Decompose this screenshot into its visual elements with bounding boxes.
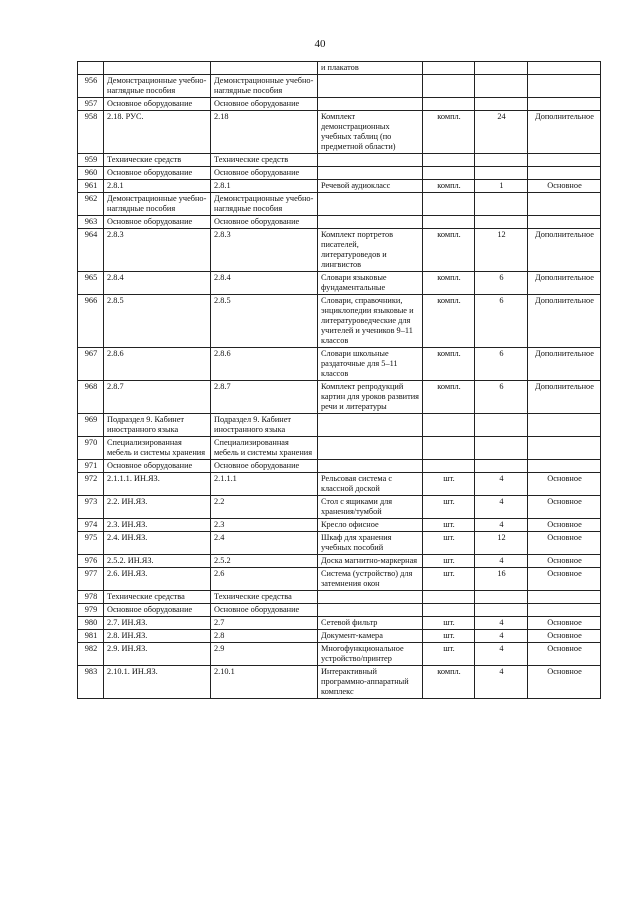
row-number-cell: 959 <box>78 154 104 167</box>
row-number-cell: 960 <box>78 167 104 180</box>
unit-cell <box>423 193 475 216</box>
row-number-cell: 962 <box>78 193 104 216</box>
table-row <box>78 591 601 604</box>
unit-cell: шт. <box>423 519 475 532</box>
reference-cell: 2.3 <box>211 519 318 532</box>
row-number-cell: 975 <box>78 532 104 555</box>
reference-cell: 2.8.1 <box>211 180 318 193</box>
row-number-cell: 963 <box>78 216 104 229</box>
reference-cell: Специализированная мебель и системы хранения <box>211 437 318 460</box>
item-name-cell <box>318 193 423 216</box>
row-number-cell: 969 <box>78 414 104 437</box>
unit-cell: компл. <box>423 272 475 295</box>
quantity-cell: 6 <box>475 272 528 295</box>
code-cell: Подраздел 9. Кабинет иностранного языка <box>104 414 211 437</box>
table-row <box>78 643 601 666</box>
table-row <box>78 555 601 568</box>
quantity-cell: 1 <box>475 180 528 193</box>
reference-cell <box>211 62 318 75</box>
quantity-cell: 4 <box>475 617 528 630</box>
row-number-cell: 972 <box>78 473 104 496</box>
table-row <box>78 229 601 272</box>
equipment-type-cell <box>528 414 601 437</box>
equipment-type-cell <box>528 75 601 98</box>
unit-cell <box>423 167 475 180</box>
row-number-cell: 982 <box>78 643 104 666</box>
quantity-cell <box>475 414 528 437</box>
quantity-cell <box>475 75 528 98</box>
equipment-type-cell: Дополнительное <box>528 295 601 348</box>
quantity-cell: 16 <box>475 568 528 591</box>
item-name-cell: Комплект репродукций картин для уроков развития речи и литературы <box>318 381 423 414</box>
row-number-cell: 961 <box>78 180 104 193</box>
reference-cell: Технические средства <box>211 591 318 604</box>
table-row <box>78 62 601 75</box>
page-number: 40 <box>314 38 326 50</box>
equipment-type-cell: Дополнительное <box>528 111 601 154</box>
item-name-cell: Кресло офисное <box>318 519 423 532</box>
code-cell: 2.8.6 <box>104 348 211 381</box>
unit-cell: шт. <box>423 473 475 496</box>
equipment-type-cell: Основное <box>528 630 601 643</box>
quantity-cell: 4 <box>475 666 528 699</box>
quantity-cell: 4 <box>475 555 528 568</box>
unit-cell: компл. <box>423 180 475 193</box>
quantity-cell: 12 <box>475 532 528 555</box>
equipment-type-cell: Основное <box>528 519 601 532</box>
equipment-type-cell: Основное <box>528 555 601 568</box>
equipment-type-cell: Дополнительное <box>528 348 601 381</box>
equipment-type-cell: Основное <box>528 473 601 496</box>
item-name-cell <box>318 167 423 180</box>
item-name-cell: Система (устройство) для затемнения окон <box>318 568 423 591</box>
unit-cell: шт. <box>423 643 475 666</box>
quantity-cell: 6 <box>475 381 528 414</box>
reference-cell: 2.8.7 <box>211 381 318 414</box>
code-cell: Основное оборудование <box>104 604 211 617</box>
item-name-cell: Словари, справочники, энциклопедии языковые и литературоведческие для учителей и учеников 9–11 классов <box>318 295 423 348</box>
row-number-cell: 957 <box>78 98 104 111</box>
reference-cell: 2.8.3 <box>211 229 318 272</box>
item-name-cell: Шкаф для хранения учебных пособий <box>318 532 423 555</box>
code-cell: Основное оборудование <box>104 98 211 111</box>
quantity-cell: 4 <box>475 630 528 643</box>
item-name-cell: Словари школьные раздаточные для 5–11 классов <box>318 348 423 381</box>
quantity-cell: 24 <box>475 111 528 154</box>
unit-cell: компл. <box>423 229 475 272</box>
unit-cell: шт. <box>423 496 475 519</box>
code-cell: 2.2. ИН.ЯЗ. <box>104 496 211 519</box>
code-cell: 2.7. ИН.ЯЗ. <box>104 617 211 630</box>
quantity-cell <box>475 62 528 75</box>
quantity-cell: 6 <box>475 348 528 381</box>
unit-cell <box>423 604 475 617</box>
row-number-cell: 979 <box>78 604 104 617</box>
reference-cell: 2.9 <box>211 643 318 666</box>
reference-cell: 2.8.6 <box>211 348 318 381</box>
table-row <box>78 414 601 437</box>
equipment-type-cell: Основное <box>528 617 601 630</box>
unit-cell <box>423 216 475 229</box>
equipment-type-cell <box>528 98 601 111</box>
equipment-type-cell <box>528 216 601 229</box>
code-cell: Основное оборудование <box>104 216 211 229</box>
unit-cell: шт. <box>423 532 475 555</box>
row-number-cell: 974 <box>78 519 104 532</box>
quantity-cell: 12 <box>475 229 528 272</box>
reference-cell: 2.8 <box>211 630 318 643</box>
item-name-cell: Многофункциональное устройство/принтер <box>318 643 423 666</box>
row-number-cell: 966 <box>78 295 104 348</box>
code-cell: Специализированная мебель и системы хранения <box>104 437 211 460</box>
item-name-cell <box>318 98 423 111</box>
table-row <box>78 348 601 381</box>
reference-cell: 2.7 <box>211 617 318 630</box>
code-cell: Основное оборудование <box>104 167 211 180</box>
equipment-table <box>77 61 601 699</box>
unit-cell <box>423 154 475 167</box>
code-cell: Технические средства <box>104 591 211 604</box>
reference-cell: 2.5.2 <box>211 555 318 568</box>
reference-cell: Подраздел 9. Кабинет иностранного языка <box>211 414 318 437</box>
reference-cell: 2.8.4 <box>211 272 318 295</box>
table-row <box>78 568 601 591</box>
equipment-type-cell <box>528 437 601 460</box>
unit-cell <box>423 414 475 437</box>
reference-cell: 2.10.1 <box>211 666 318 699</box>
item-name-cell <box>318 437 423 460</box>
code-cell <box>104 62 211 75</box>
table-row <box>78 154 601 167</box>
code-cell: 2.10.1. ИН.ЯЗ. <box>104 666 211 699</box>
reference-cell: Основное оборудование <box>211 167 318 180</box>
unit-cell: компл. <box>423 295 475 348</box>
table-row <box>78 272 601 295</box>
reference-cell: 2.2 <box>211 496 318 519</box>
table-row <box>78 111 601 154</box>
reference-cell: 2.6 <box>211 568 318 591</box>
table-row <box>78 216 601 229</box>
table-row <box>78 519 601 532</box>
table-row <box>78 496 601 519</box>
row-number-cell: 980 <box>78 617 104 630</box>
row-number-cell: 981 <box>78 630 104 643</box>
row-number-cell: 971 <box>78 460 104 473</box>
code-cell: Основное оборудование <box>104 460 211 473</box>
table-row <box>78 180 601 193</box>
item-name-cell <box>318 591 423 604</box>
quantity-cell: 4 <box>475 643 528 666</box>
code-cell: 2.9. ИН.ЯЗ. <box>104 643 211 666</box>
table-row <box>78 604 601 617</box>
item-name-cell <box>318 75 423 98</box>
table-row <box>78 437 601 460</box>
equipment-type-cell <box>528 604 601 617</box>
reference-cell: 2.18 <box>211 111 318 154</box>
code-cell: 2.8.7 <box>104 381 211 414</box>
quantity-cell <box>475 591 528 604</box>
unit-cell <box>423 437 475 460</box>
code-cell: 2.1.1.1. ИН.ЯЗ. <box>104 473 211 496</box>
row-number-cell: 976 <box>78 555 104 568</box>
code-cell: 2.6. ИН.ЯЗ. <box>104 568 211 591</box>
quantity-cell <box>475 98 528 111</box>
table-row <box>78 617 601 630</box>
code-cell: 2.3. ИН.ЯЗ. <box>104 519 211 532</box>
reference-cell: Основное оборудование <box>211 216 318 229</box>
equipment-type-cell: Основное <box>528 496 601 519</box>
table-row <box>78 75 601 98</box>
item-name-cell <box>318 414 423 437</box>
code-cell: Демонстрационные учебно-наглядные пособия <box>104 75 211 98</box>
unit-cell <box>423 75 475 98</box>
unit-cell <box>423 460 475 473</box>
item-name-cell: Интерактивный программно-аппаратный комплекс <box>318 666 423 699</box>
item-name-cell <box>318 216 423 229</box>
item-name-cell: Речевой аудиокласс <box>318 180 423 193</box>
unit-cell <box>423 98 475 111</box>
quantity-cell: 4 <box>475 473 528 496</box>
table-row <box>78 295 601 348</box>
quantity-cell: 4 <box>475 519 528 532</box>
reference-cell: 2.1.1.1 <box>211 473 318 496</box>
table-row <box>78 473 601 496</box>
row-number-cell: 970 <box>78 437 104 460</box>
row-number-cell: 964 <box>78 229 104 272</box>
equipment-type-cell <box>528 591 601 604</box>
code-cell: 2.8.1 <box>104 180 211 193</box>
item-name-cell <box>318 460 423 473</box>
row-number-cell: 956 <box>78 75 104 98</box>
item-name-cell: Стол с ящиками для хранения/тумбой <box>318 496 423 519</box>
table-row <box>78 460 601 473</box>
code-cell: Технические средств <box>104 154 211 167</box>
equipment-type-cell: Дополнительное <box>528 381 601 414</box>
row-number-cell <box>78 62 104 75</box>
reference-cell: Основное оборудование <box>211 460 318 473</box>
item-name-cell <box>318 154 423 167</box>
reference-cell: Технические средств <box>211 154 318 167</box>
table-row <box>78 381 601 414</box>
quantity-cell: 6 <box>475 295 528 348</box>
row-number-cell: 978 <box>78 591 104 604</box>
row-number-cell: 967 <box>78 348 104 381</box>
quantity-cell <box>475 437 528 460</box>
unit-cell <box>423 62 475 75</box>
row-number-cell: 968 <box>78 381 104 414</box>
equipment-type-cell: Основное <box>528 666 601 699</box>
item-name-cell: Документ-камера <box>318 630 423 643</box>
item-name-cell: Словари языковые фундаментальные <box>318 272 423 295</box>
equipment-type-cell <box>528 154 601 167</box>
reference-cell: Демонстрационные учебно-наглядные пособия <box>211 193 318 216</box>
unit-cell: компл. <box>423 666 475 699</box>
quantity-cell: 4 <box>475 496 528 519</box>
code-cell: 2.18. РУС. <box>104 111 211 154</box>
item-name-cell: Рельсовая система с классной доской <box>318 473 423 496</box>
equipment-type-cell <box>528 193 601 216</box>
item-name-cell: Доска магнитно-маркерная <box>318 555 423 568</box>
code-cell: 2.8.4 <box>104 272 211 295</box>
row-number-cell: 973 <box>78 496 104 519</box>
equipment-type-cell: Дополнительное <box>528 229 601 272</box>
code-cell: 2.8.3 <box>104 229 211 272</box>
reference-cell: 2.4 <box>211 532 318 555</box>
item-name-cell: Сетевой фильтр <box>318 617 423 630</box>
equipment-type-cell: Основное <box>528 643 601 666</box>
item-name-cell: Комплект демонстрационных учебных таблиц (по предметной области) <box>318 111 423 154</box>
unit-cell: шт. <box>423 568 475 591</box>
unit-cell: шт. <box>423 555 475 568</box>
quantity-cell <box>475 460 528 473</box>
equipment-type-cell <box>528 62 601 75</box>
table-row <box>78 666 601 699</box>
code-cell: 2.8. ИН.ЯЗ. <box>104 630 211 643</box>
equipment-type-cell: Основное <box>528 532 601 555</box>
unit-cell: шт. <box>423 617 475 630</box>
unit-cell: шт. <box>423 630 475 643</box>
table-row <box>78 98 601 111</box>
item-name-cell: Комплект портретов писателей, литературоведов и лингвистов <box>318 229 423 272</box>
table-row <box>78 630 601 643</box>
item-name-cell: и плакатов <box>318 62 423 75</box>
unit-cell: компл. <box>423 348 475 381</box>
reference-cell: Основное оборудование <box>211 98 318 111</box>
reference-cell: Демонстрационные учебно-наглядные пособия <box>211 75 318 98</box>
quantity-cell <box>475 167 528 180</box>
equipment-type-cell: Основное <box>528 568 601 591</box>
table-body <box>78 62 601 699</box>
reference-cell: 2.8.5 <box>211 295 318 348</box>
row-number-cell: 983 <box>78 666 104 699</box>
quantity-cell <box>475 216 528 229</box>
item-name-cell <box>318 604 423 617</box>
code-cell: 2.8.5 <box>104 295 211 348</box>
equipment-type-cell <box>528 167 601 180</box>
quantity-cell <box>475 154 528 167</box>
table-row <box>78 193 601 216</box>
quantity-cell <box>475 604 528 617</box>
table-row <box>78 167 601 180</box>
equipment-type-cell: Дополнительное <box>528 272 601 295</box>
row-number-cell: 977 <box>78 568 104 591</box>
unit-cell <box>423 591 475 604</box>
equipment-type-cell <box>528 460 601 473</box>
row-number-cell: 958 <box>78 111 104 154</box>
unit-cell: компл. <box>423 111 475 154</box>
table-row <box>78 532 601 555</box>
code-cell: Демонстрационные учебно-наглядные пособия <box>104 193 211 216</box>
unit-cell: компл. <box>423 381 475 414</box>
code-cell: 2.5.2. ИН.ЯЗ. <box>104 555 211 568</box>
reference-cell: Основное оборудование <box>211 604 318 617</box>
code-cell: 2.4. ИН.ЯЗ. <box>104 532 211 555</box>
quantity-cell <box>475 193 528 216</box>
row-number-cell: 965 <box>78 272 104 295</box>
equipment-type-cell: Основное <box>528 180 601 193</box>
